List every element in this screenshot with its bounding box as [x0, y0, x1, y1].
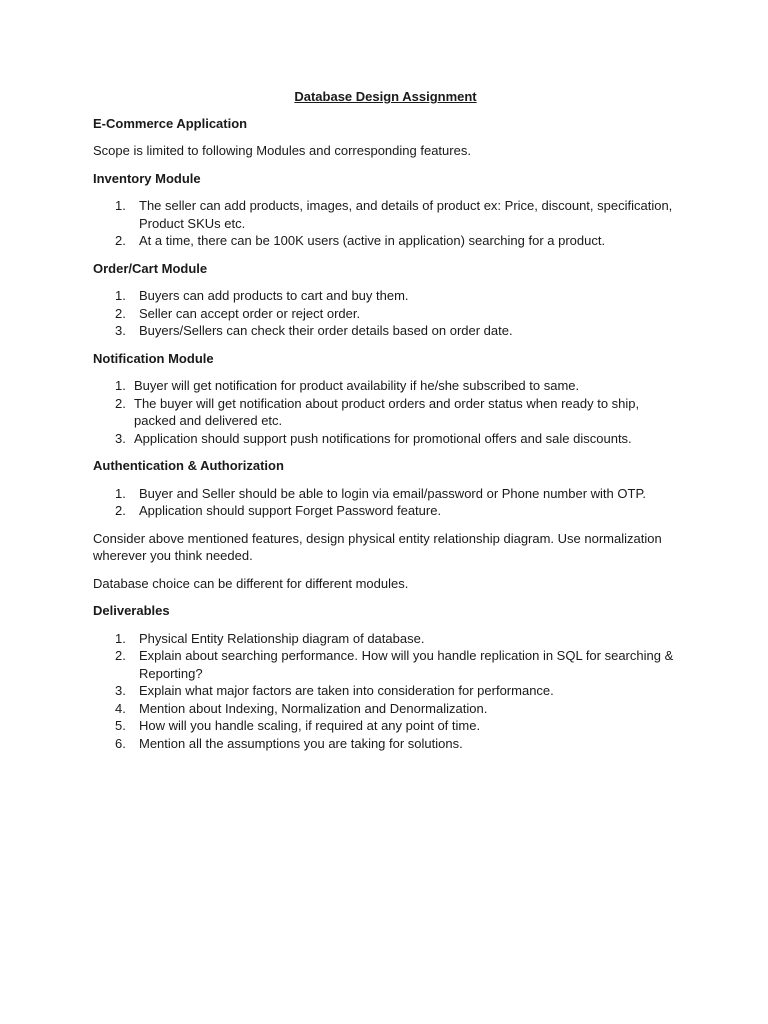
list-item — [93, 502, 678, 520]
notification-module-list — [93, 377, 678, 447]
scope-paragraph: Scope is limited to following Modules and corresponding features. — [93, 143, 471, 158]
list-item-number: 1. — [115, 485, 126, 501]
list-item-number: 3. — [115, 323, 126, 338]
list-item-number: 2. — [115, 648, 126, 663]
list-item-text: The seller can add products, images, and details of product ex: Price, discount, specification, Product SKUs etc. — [139, 198, 673, 231]
notification-module-heading: Notification Module — [93, 350, 214, 366]
list-item — [93, 430, 678, 448]
inventory-module-list — [93, 197, 678, 250]
list-item — [93, 232, 678, 250]
auth-module-list — [93, 485, 678, 520]
list-item-number: 1. — [115, 198, 126, 213]
list-item-number: 6. — [115, 735, 126, 751]
list-item — [93, 197, 678, 232]
list-item-text: How will you handle scaling, if required at any point of time. — [139, 718, 481, 733]
list-item-number: 2. — [115, 233, 126, 248]
list-item — [93, 287, 678, 305]
auth-module-heading: Authentication & Authorization — [93, 458, 284, 473]
list-item — [93, 647, 678, 682]
list-item — [93, 735, 678, 753]
list-item-number: 1. — [115, 378, 126, 393]
list-item-text: Buyer will get notification for product availability if he/she subscribed to same. — [134, 378, 580, 393]
document-title: Database Design Assignment — [294, 89, 477, 104]
list-item-number: 3. — [115, 683, 126, 698]
list-item — [93, 485, 678, 503]
list-item-text: Buyer and Seller should be able to login via email/password or Phone number with OTP. — [139, 485, 647, 501]
order-cart-module-heading: Order/Cart Module — [93, 260, 208, 276]
list-item — [93, 682, 678, 700]
list-item-number: 2. — [115, 395, 126, 411]
inventory-module-heading: Inventory Module — [93, 170, 201, 186]
list-item — [93, 630, 678, 648]
list-item — [93, 377, 678, 395]
list-item-number: 2. — [115, 305, 126, 321]
deliverables-list — [93, 630, 678, 753]
deliverables-heading: Deliverables — [93, 603, 170, 618]
list-item-text: Buyers/Sellers can check their order details based on order date. — [139, 323, 513, 338]
list-item-text: Application should support Forget Password feature. — [139, 503, 442, 518]
list-item-number: 1. — [115, 288, 126, 303]
list-item — [93, 717, 678, 735]
list-item-text: Physical Entity Relationship diagram of database. — [139, 630, 425, 646]
list-item-number: 5. — [115, 718, 126, 733]
list-item-text: The buyer will get notification about product orders and order status when ready to ship, packed and delivered etc. — [134, 395, 640, 428]
consider-paragraph: Consider above mentioned features, design physical entity relationship diagram. Use normalization wherever you think needed. — [93, 530, 662, 563]
database-choice-paragraph: Database choice can be different for different modules. — [93, 575, 409, 591]
list-item-text: Mention all the assumptions you are taking for solutions. — [139, 735, 463, 751]
list-item-text: Explain what major factors are taken into consideration for performance. — [139, 683, 554, 698]
list-item — [93, 322, 678, 340]
list-item-text: Explain about searching performance. How will you handle replication in SQL for searching & Reporting? — [139, 648, 674, 681]
list-item-number: 1. — [115, 630, 126, 646]
list-item-text: At a time, there can be 100K users (active in application) searching for a product. — [139, 233, 606, 248]
list-item — [93, 305, 678, 323]
list-item-number: 3. — [115, 430, 126, 446]
list-item-text: Buyers can add products to cart and buy them. — [139, 288, 409, 303]
list-item-text: Mention about Indexing, Normalization and Denormalization. — [139, 700, 488, 716]
list-item-number: 2. — [115, 503, 126, 518]
list-item — [93, 700, 678, 718]
order-cart-module-list — [93, 287, 678, 340]
list-item-text: Application should support push notifications for promotional offers and sale discounts. — [134, 430, 632, 446]
list-item-text: Seller can accept order or reject order. — [139, 305, 361, 321]
application-heading: E-Commerce Application — [93, 115, 248, 131]
list-item-number: 4. — [115, 700, 126, 716]
list-item — [93, 395, 678, 430]
